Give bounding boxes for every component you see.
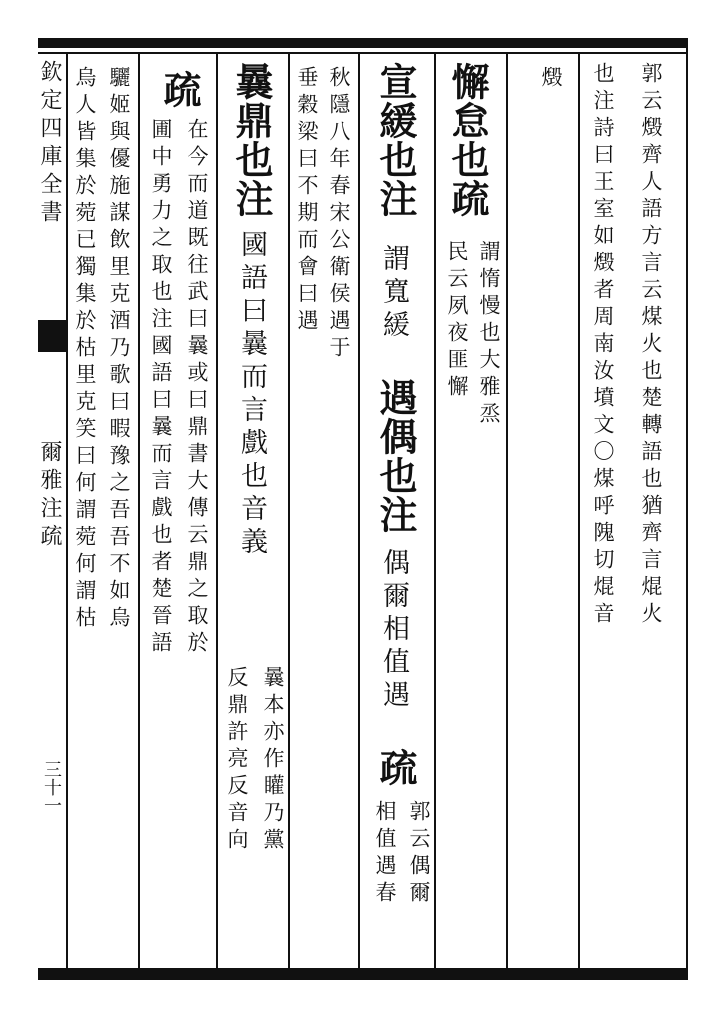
text-column: 圃中勇力之取也注國語曰曩而言戲也者楚晉語	[149, 118, 173, 658]
column-divider	[578, 52, 580, 968]
headword-text: 疏	[157, 70, 202, 109]
text-column: 秋隱八年春宋公衛侯遇于	[327, 66, 351, 363]
commentary-text: 偶爾相值遇	[378, 548, 409, 713]
text-column: 在今而道既往武曰曩或曰鼎書大傳云鼎之取於	[185, 118, 209, 658]
text-column: 郭云燬齊人語方言云煤火也楚轉語也猶齊言焜火	[639, 62, 663, 629]
margin-divider	[66, 52, 68, 968]
column-divider	[358, 52, 360, 968]
commentary-text: 國語曰曩而言戲也音義	[236, 230, 267, 560]
commentary-text: 民云夙夜匪懈	[445, 240, 469, 402]
margin-page-number: 三十一	[41, 760, 62, 814]
top-border-inner	[38, 52, 688, 54]
column-divider	[434, 52, 436, 968]
text-column: 垂穀梁曰不期而會曰遇	[295, 66, 319, 336]
column-divider	[138, 52, 140, 968]
headword-text: 宣緩也注	[373, 62, 418, 218]
commentary-text: 謂寬緩	[378, 244, 409, 343]
text-column: 燬	[539, 66, 563, 93]
text-column: 驪姬與優施謀飲里克酒乃歌曰暇豫之吾吾不如烏	[107, 66, 131, 633]
headword-text: 疏	[373, 748, 418, 787]
commentary-text: 相值遇春	[373, 800, 397, 908]
margin-header: 欽定四庫全書	[37, 60, 62, 228]
text-column: 也注詩曰王室如燬者周南汝墳文〇煤呼隗切焜音	[591, 62, 615, 629]
headword-text: 懈怠也疏	[445, 62, 490, 218]
column-divider	[288, 52, 290, 968]
bottom-border	[38, 968, 688, 980]
margin-fish-tail	[38, 320, 66, 352]
headword-text: 遇偶也注	[373, 378, 418, 534]
headword-text: 曩鼎也注	[229, 62, 274, 218]
top-border	[38, 38, 688, 48]
commentary-text: 反鼎許亮反音向	[225, 666, 249, 855]
text-column: 烏人皆集於菀已獨集於枯里克笑曰何謂菀何謂枯	[73, 66, 97, 633]
commentary-text: 郭云偶爾	[407, 800, 431, 908]
commentary-text: 曩本亦作矔乃黨	[261, 666, 285, 855]
right-border	[686, 38, 688, 980]
margin-book-title: 爾雅注疏	[37, 440, 62, 552]
column-divider	[506, 52, 508, 968]
column-divider	[216, 52, 218, 968]
commentary-text: 謂惰慢也大雅烝	[477, 240, 501, 429]
